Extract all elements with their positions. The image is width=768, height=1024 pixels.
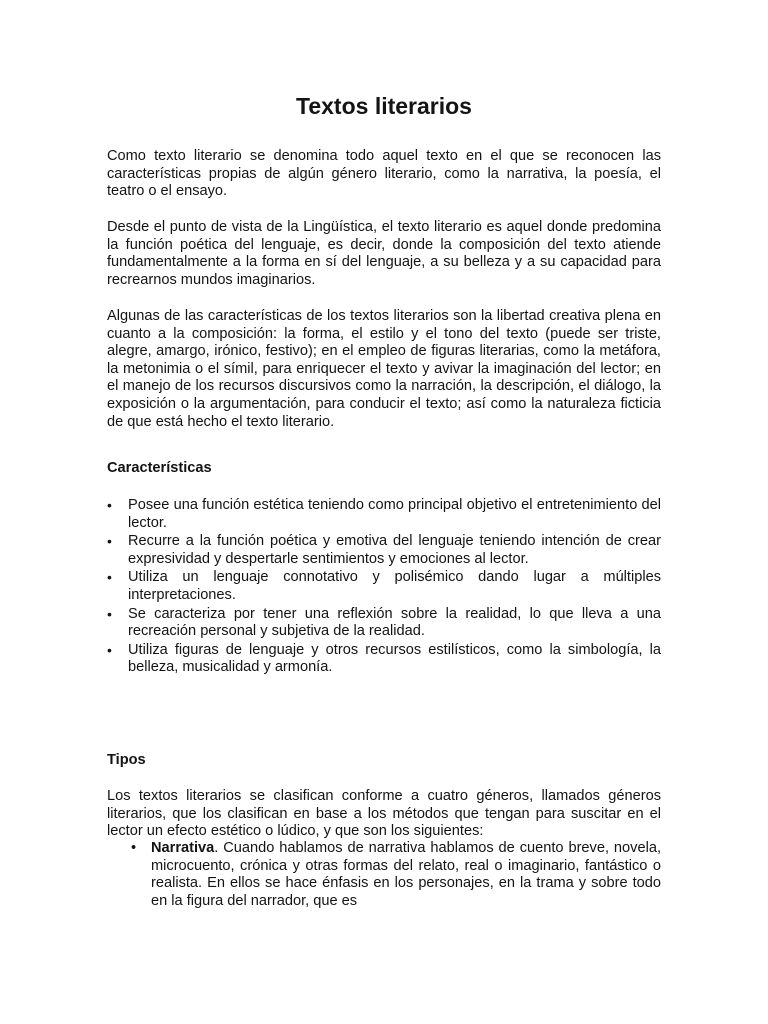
bullet-icon: • [107, 533, 112, 550]
bullet-icon: • [107, 605, 112, 622]
intro-paragraph-1: Como texto literario se denomina todo aquel texto en el que se reconocen las características propias de algún género literario, como la narrativa, la poesía, el teatro o el ensayo. [107, 148, 661, 200]
intro-paragraph-2: Desde el punto de vista de la Lingüística, el texto literario es aquel donde predomina la función poética del lenguaje, es decir, donde la composición del texto atiende fundamentalmente a la forma en sí del lenguaje, a su belleza y a su capacidad para recrearnos mundos imaginarios. [107, 219, 661, 288]
list-item [107, 642, 661, 677]
page-title: Textos literarios [296, 93, 472, 119]
list-item-text: Posee una función estética teniendo como principal objetivo el entretenimiento del lector. [128, 497, 661, 531]
list-item-text: Utiliza un lenguaje connotativo y polisémico dando lugar a múltiples interpretaciones. [128, 569, 661, 603]
list-item [107, 533, 661, 568]
bullet-icon: • [107, 497, 112, 513]
types-heading: Tipos [107, 752, 146, 768]
list-item [107, 497, 661, 532]
type-description: . Cuando hablamos de narrativa hablamos de cuento breve, novela, microcuento, crónica y otras formas del relato, real o imaginario, fantástico o realista. En ellos se hace énfasis en los personajes, en la trama y sobre todo en la figura del narrador, que es [151, 840, 661, 909]
list-item [131, 840, 661, 910]
types-list [131, 840, 661, 910]
list-item [107, 606, 661, 641]
bullet-icon: • [107, 641, 112, 658]
bullet-icon: • [131, 840, 137, 856]
type-term: Narrativa [151, 840, 215, 856]
list-item-text: Recurre a la función poética y emotiva del lenguaje teniendo intención de crear expresividad y despertarle sentimientos y emociones al lector. [128, 533, 661, 567]
list-item [107, 569, 661, 604]
bullet-icon: • [107, 569, 112, 586]
list-item-text: Se caracteriza por tener una reflexión sobre la realidad, lo que lleva a una recreación personal y subjetiva de la realidad. [128, 605, 661, 640]
characteristics-list [107, 497, 661, 678]
intro-paragraph-3: Algunas de las características de los textos literarios son la libertad creativa plena en cuanto a la composición: la forma, el estilo y el tono del texto (puede ser triste, alegre, amargo, irónico, festivo); en el empleo de figuras literarias, como la metáfora, la metonimia o el símil, para enriquecer el texto y avivar la imaginación del lector; en el manejo de los recursos discursivos como la narración, la descripción, el diálogo, la exposición o la argumentación, para conducir el texto; así como la naturaleza ficticia de que está hecho el texto literario. [107, 308, 661, 430]
list-item-text: Utiliza figuras de lenguaje y otros recursos estilísticos, como la simbología, la belleza, musicalidad y armonía. [128, 641, 661, 676]
types-intro-paragraph: Los textos literarios se clasifican conforme a cuatro géneros, llamados géneros literarios, que los clasifican en base a los métodos que tengan para suscitar en el lector un efecto estético o lúdico, y que son los siguientes: [107, 788, 661, 840]
characteristics-heading: Características [107, 460, 212, 476]
